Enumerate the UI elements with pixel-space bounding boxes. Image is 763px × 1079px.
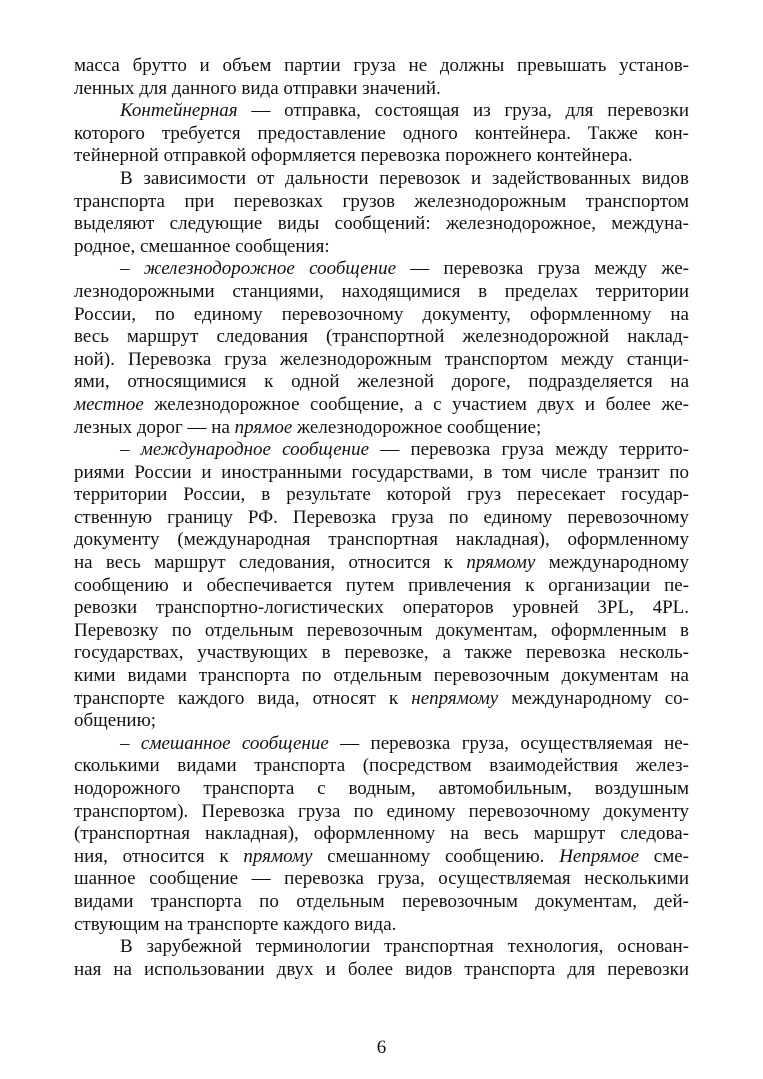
- text-segment: В зарубежной терминологии транспортная технология, основан-: [120, 936, 689, 958]
- text-line: [74, 281, 689, 304]
- text-line: [74, 665, 689, 688]
- text-line: [74, 529, 689, 552]
- text-segment: ственную границу РФ. Перевозка груза по единому перевозочному: [74, 506, 689, 528]
- text-segment: России, по единому перевозочному документу, оформленному на: [74, 303, 689, 325]
- text-line: [74, 191, 689, 214]
- text-line: [74, 778, 689, 801]
- text-segment: ния, относится к: [74, 845, 244, 867]
- text-segment: ревозки транспортно-логистических операторов уровней 3PL, 4PL.: [74, 597, 689, 619]
- text-segment: — отправка, состоящая из груза, для перевозки: [237, 100, 689, 122]
- text-line: [74, 846, 689, 869]
- text-segment: железнодорожное сообщение;: [292, 416, 542, 438]
- text-line: [74, 823, 689, 846]
- text-line: [74, 168, 689, 191]
- text-segment: –: [120, 439, 141, 461]
- text-line: [74, 891, 689, 914]
- text-segment: видами транспорта по отдельным перевозочным документам, дей-: [74, 890, 689, 912]
- text-line: [74, 959, 689, 982]
- text-segment: тейнерной отправкой оформляется перевозка порожнего контейнера.: [74, 145, 633, 167]
- text-segment: лезнодорожными станциями, находящимися в пределах территории: [74, 280, 689, 302]
- italic-term: местное: [74, 393, 144, 415]
- text-segment: –: [120, 258, 144, 280]
- text-segment: документу (международная транспортная накладная), оформленному: [74, 529, 689, 551]
- text-line: [74, 55, 689, 78]
- text-segment: транспорте каждого вида, относят к: [74, 687, 412, 709]
- text-segment: железнодорожное сообщение, а с участием двух и более же-: [143, 393, 689, 415]
- text-line: [74, 597, 689, 620]
- text-segment: которого требуется предоставление одного контейнера. Также кон-: [74, 122, 689, 144]
- text-segment: территории России, в результате которой груз пересекает государ-: [74, 484, 689, 506]
- text-segment: сообщению и обеспечивается путем привлечения к организации пе-: [74, 574, 689, 596]
- text-line: [74, 371, 689, 394]
- text-segment: шанное сообщение — перевозка груза, осуществляемая несколькими: [74, 868, 689, 890]
- page-number: 6: [376, 1037, 387, 1058]
- text-line: [74, 349, 689, 372]
- text-line: [74, 326, 689, 349]
- text-line: [74, 914, 689, 937]
- text-line: [74, 688, 689, 711]
- italic-term: прямому: [243, 845, 313, 867]
- text-line: [74, 642, 689, 665]
- italic-term: прямое: [234, 416, 293, 438]
- text-line: [74, 78, 689, 101]
- text-segment: весь маршрут следования (транспортной железнодорожной наклад-: [74, 326, 689, 348]
- text-line: [74, 417, 689, 440]
- text-line: [74, 801, 689, 824]
- italic-term: Контейнерная: [120, 100, 238, 122]
- text-line: [74, 145, 689, 168]
- text-segment: нодорожного транспорта с водным, автомобильным, воздушным: [74, 778, 689, 799]
- text-line: [74, 484, 689, 507]
- text-segment: ями, относящимися к одной железной дороге, подразделяется на: [74, 371, 689, 393]
- text-segment: лезных дорог — на: [74, 416, 235, 438]
- text-line: [74, 575, 689, 598]
- text-line: [74, 710, 689, 733]
- italic-term: Непрямое: [559, 845, 639, 867]
- italic-term: непрямому: [411, 687, 499, 709]
- text-segment: на весь маршрут следования, относится к: [74, 552, 467, 574]
- text-line: [74, 552, 689, 575]
- italic-term: смешанное сообщение: [140, 732, 329, 754]
- text-line: [74, 123, 689, 146]
- text-segment: кими видами транспорта по отдельным перевозочным документам на: [74, 665, 689, 687]
- text-segment: ленных для данного вида отправки значений.: [74, 77, 441, 99]
- italic-term: международное сообщение: [140, 439, 370, 461]
- text-segment: сколькими видами транспорта (посредством взаимодействия желез-: [74, 755, 689, 777]
- italic-term: прямому: [466, 552, 536, 574]
- body-text: [74, 55, 689, 981]
- text-segment: смешанному сообщению.: [312, 845, 560, 867]
- text-segment: Перевозку по отдельным перевозочным документам, оформленным в: [74, 619, 689, 641]
- text-line: [74, 394, 689, 417]
- text-segment: международному со-: [498, 687, 689, 709]
- text-segment: масса брутто и объем партии груза не должны превышать установ-: [74, 55, 689, 76]
- text-line: [74, 868, 689, 891]
- text-segment: риями России и иностранными государствами, в том числе транзит по: [74, 461, 689, 483]
- text-segment: международному: [535, 552, 689, 574]
- italic-term: железнодорожное сообщение: [143, 258, 397, 280]
- text-line: [74, 236, 689, 259]
- text-segment: ной). Перевозка груза железнодорожным транспортом между станци-: [74, 348, 689, 370]
- text-line: [74, 755, 689, 778]
- text-segment: — перевозка груза между же-: [396, 258, 689, 280]
- text-line: [74, 304, 689, 327]
- text-segment: ствующим на транспорте каждого вида.: [74, 913, 397, 935]
- text-segment: транспортом). Перевозка груза по единому перевозочному документу: [74, 800, 689, 822]
- text-segment: сме-: [639, 845, 689, 867]
- text-line: [74, 439, 689, 462]
- text-line: [74, 213, 689, 236]
- text-line: [74, 936, 689, 959]
- text-segment: родное, смешанное сообщения:: [74, 235, 330, 257]
- text-segment: выделяют следующие виды сообщений: железнодорожное, междуна-: [74, 213, 689, 235]
- text-segment: государствах, участвующих в перевозке, а также перевозка несколь-: [74, 642, 689, 664]
- text-line: [74, 258, 689, 281]
- text-line: [74, 462, 689, 485]
- text-segment: общению;: [74, 710, 157, 732]
- text-segment: — перевозка груза между террито-: [369, 439, 689, 461]
- text-segment: транспорта при перевозках грузов железнодорожным транспортом: [74, 190, 689, 212]
- text-line: [74, 620, 689, 643]
- text-segment: (транспортная накладная), оформленному на весь маршрут следова-: [74, 823, 689, 845]
- text-segment: ная на использовании двух и более видов транспорта для перевозки: [74, 958, 689, 980]
- text-line: [74, 507, 689, 530]
- text-segment: — перевозка груза, осуществляемая не-: [328, 732, 689, 754]
- text-line: [74, 733, 689, 756]
- text-segment: –: [120, 732, 141, 754]
- text-line: [74, 100, 689, 123]
- text-segment: В зависимости от дальности перевозок и задействованных видов: [120, 167, 689, 189]
